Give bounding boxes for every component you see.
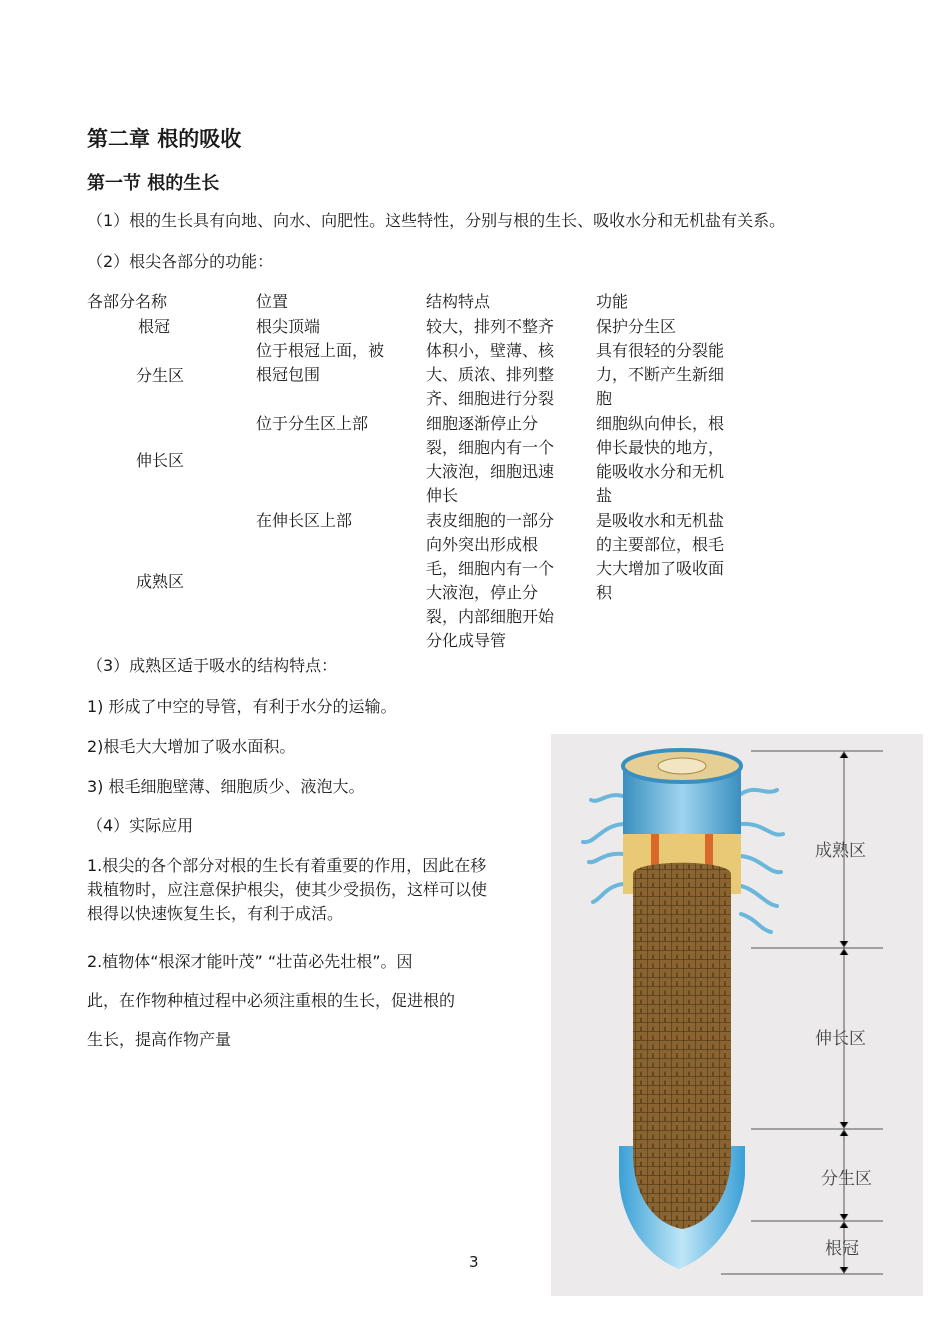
cell-line: 细胞逐渐停止分 (426, 414, 539, 433)
cell-line: 根尖顶端 (256, 317, 321, 336)
cell-line: 盐 (596, 486, 613, 505)
table-row-name: 根冠 (138, 317, 171, 336)
text-line: 生长，提高作物产量 (87, 1030, 232, 1049)
text-line: 栽植物时，应注意保护根尖，使其少受损伤，这样可以使 (87, 880, 488, 899)
label-root-cap: 根冠 (825, 1239, 859, 1259)
text-line: 此，在作物种植过程中必须注重根的生长，促进根的 (87, 991, 456, 1010)
table-cell-structure (426, 412, 554, 508)
point-2: 2)根毛大大增加了吸水面积。 (87, 737, 296, 756)
application-2 (87, 942, 455, 1059)
cell-line: 毛，细胞内有一个 (426, 559, 555, 578)
table-row-name: 成熟区 (136, 572, 185, 591)
root-tip-illustration (551, 734, 923, 1296)
table-cell-position (256, 315, 320, 339)
table-header-function: 功能 (596, 292, 629, 311)
cell-line: 齐、细胞进行分裂 (426, 389, 555, 408)
cell-line: 具有很轻的分裂能 (596, 341, 725, 360)
paragraph-3: （3）成熟区适于吸水的结构特点： (87, 656, 338, 675)
cell-line: 位于分生区上部 (256, 414, 369, 433)
cell-line: 较大，排列不整齐 (426, 317, 555, 336)
cell-line: 大、质浓、排列整 (426, 365, 555, 384)
table-cell-function (596, 509, 724, 605)
table-row-name: 分生区 (136, 366, 185, 385)
label-maturation-zone: 成熟区 (815, 841, 866, 861)
section-title: 第一节 根的生长 (87, 173, 220, 194)
paragraph-1: （1）根的生长具有向地、向水、向肥性。这些特性，分别与根的生长、吸收水分和无机盐有关系。 (87, 211, 786, 230)
table-cell-structure (426, 509, 554, 653)
table-cell-structure (426, 315, 554, 339)
table-header-position: 位置 (256, 292, 289, 311)
cell-line: 是吸收水和无机盐 (596, 511, 725, 530)
cell-line: 分化成导管 (426, 631, 507, 650)
chapter-title: 第二章 根的吸收 (87, 127, 242, 151)
cell-body (633, 863, 731, 1229)
cell-line: 大液泡，停止分 (426, 583, 539, 602)
application-1 (87, 854, 487, 926)
cell-line: 能吸收水分和无机 (596, 462, 725, 481)
text-line: 2.植物体“根深才能叶茂” “壮苗必先壮根”。因 (87, 952, 413, 971)
cell-line: 大液泡，细胞迅速 (426, 462, 555, 481)
page-number: 3 (469, 1253, 479, 1271)
text-line: 根得以快速恢复生长，有利于成活。 (87, 904, 344, 923)
table-cell-function (596, 315, 676, 339)
cell-line: 伸长最快的地方， (596, 438, 725, 457)
cell-line: 保护分生区 (596, 317, 677, 336)
cell-line: 在伸长区上部 (256, 511, 353, 530)
cell-line: 胞 (596, 389, 613, 408)
table-row-name: 伸长区 (136, 451, 185, 470)
cell-line: 裂，细胞内有一个 (426, 438, 555, 457)
cell-line: 裂，内部细胞开始 (426, 607, 555, 626)
paragraph-2: （2）根尖各部分的功能： (87, 252, 274, 271)
cell-line: 大大增加了吸收面 (596, 559, 725, 578)
root-tip-figure (551, 734, 923, 1296)
cell-line: 根冠包围 (256, 365, 321, 384)
table-cell-position (256, 339, 384, 387)
table-cell-position (256, 412, 368, 436)
table-header-name: 各部分名称 (87, 292, 168, 311)
label-elongation-zone: 伸长区 (815, 1029, 866, 1049)
point-3: 3) 根毛细胞壁薄、细胞质少、液泡大。 (87, 777, 365, 796)
table-cell-function (596, 339, 724, 411)
point-1: 1) 形成了中空的导管，有利于水分的运输。 (87, 697, 397, 716)
cell-line: 的主要部位，根毛 (596, 535, 725, 554)
text-line: 1.根尖的各个部分对根的生长有着重要的作用，因此在移 (87, 856, 487, 875)
table-cell-function (596, 412, 724, 508)
scale-lines (721, 751, 883, 1274)
cell-line: 位于根冠上面，被 (256, 341, 385, 360)
cell-line: 伸长 (426, 486, 459, 505)
table-cell-structure (426, 339, 554, 411)
label-meristem-zone: 分生区 (821, 1169, 872, 1189)
cell-line: 向外突出形成根 (426, 535, 539, 554)
cell-line: 体积小，壁薄、核 (426, 341, 555, 360)
paragraph-4: （4）实际应用 (87, 816, 194, 835)
cell-line: 细胞纵向伸长，根 (596, 414, 725, 433)
cell-line: 力，不断产生新细 (596, 365, 725, 384)
cell-line: 积 (596, 583, 613, 602)
table-cell-position (256, 509, 352, 533)
cell-line: 表皮细胞的一部分 (426, 511, 555, 530)
table-header-structure: 结构特点 (426, 292, 491, 311)
